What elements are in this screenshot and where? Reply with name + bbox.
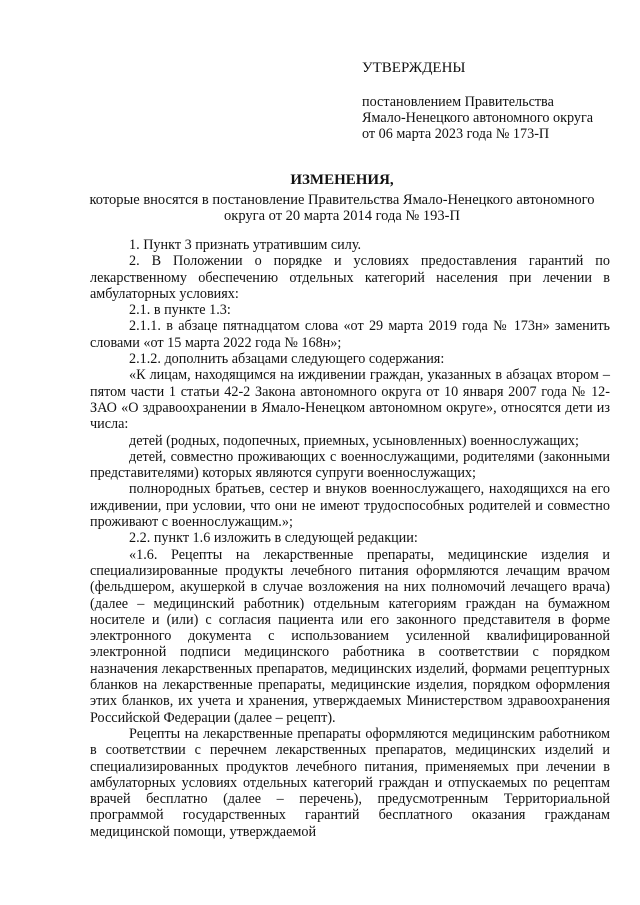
approved-by-line: от 06 марта 2023 года № 173-П	[362, 126, 550, 142]
approved-by-line: постановлением Правительства	[362, 94, 554, 110]
paragraph: 2.1.2. дополнить абзацами следующего содержания:	[129, 351, 445, 368]
paragraph: 2.1.1. в абзаце пятнадцатом слова «от 29 марта 2019 года № 173н» заменить словами «от 15 марта 2022 года № 168н»;	[90, 318, 610, 351]
paragraph: полнородных братьев, сестер и внуков военнослужащего, находящихся на его иждивении, при условии, что они не имеют трудоспособных родителей и совместно проживают с военнослужащим.»;	[90, 481, 610, 531]
approved-by-line: Ямало-Ненецкого автономного округа	[362, 110, 594, 126]
document-title	[88, 172, 596, 225]
approval-stamp	[362, 60, 632, 142]
paragraph: 2.2. пункт 1.6 изложить в следующей редакции:	[129, 530, 418, 547]
paragraph: детей (родных, подопечных, приемных, усыновленных) военнослужащих;	[129, 432, 579, 449]
paragraph: 2. В Положении о порядке и условиях предоставления гарантий по лекарственному обеспечению отдельных категорий населения при лечении в амбулаторных условиях:	[90, 253, 610, 302]
paragraph: Рецепты на лекарственные препараты оформляются медицинским работником в соответствии с перечнем лекарственных препаратов, медицинских изделий и специализированных продуктов лечебного питания, применяемых при лечении в амбулаторных условиях отдельных категорий граждан и отпускаемых по рецептам врачей бесплатно (далее – перечень), предусмотренным Территориальной программой государственных гарантий бесплатного оказания гражданам медицинской помощи, утверждаемой	[90, 725, 610, 840]
document-body	[90, 237, 610, 840]
paragraph: 1. Пункт 3 признать утратившим силу.	[129, 237, 362, 253]
paragraph: 2.1. в пункте 1.3:	[129, 302, 231, 319]
paragraph: детей, совместно проживающих с военнослужащими, родителями (законными представителями) которых являются супруги военнослужащих;	[90, 448, 610, 482]
approved-label: УТВЕРЖДЕНЫ	[362, 60, 466, 76]
title-heading: ИЗМЕНЕНИЯ,	[290, 172, 394, 188]
paragraph: «1.6. Рецепты на лекарственные препараты, медицинские изделия и специализированные продукты лечебного питания оформляются лечащим врачом (фельдшером, акушеркой в случае возложения на них полномочий лечащего врача) (далее – медицинский работник) отдельным категориям граждан на бумажном носителе и (или) с согласия пациента или его законного представителя в форме электронного документа с использованием усиленной квалифицированной электронной подписи медицинского работника в соответствии с порядком назначения лекарственных препаратов, медицинских изделий, формами рецептурных бланков на лекарственные препараты, медицинские изделия, порядком оформления этих бланков, их учета и хранения, утверждаемых Министерством здравоохранения Российской Федерации (далее – рецепт).	[90, 546, 610, 726]
title-subheading: которые вносятся в постановление Правительства Ямало-Ненецкого автономного округа от 20 марта 2014 года № 193-П	[89, 191, 595, 224]
approved-by	[362, 94, 632, 142]
paragraph: «К лицам, находящимся на иждивении граждан, указанных в абзацах втором – пятом части 1 статьи 42-2 Закона автономного округа от 10 января 2007 года № 12-ЗАО «О здравоохранении в Ямало-Ненецком автономном округе», относятся дети из числа:	[90, 367, 610, 433]
